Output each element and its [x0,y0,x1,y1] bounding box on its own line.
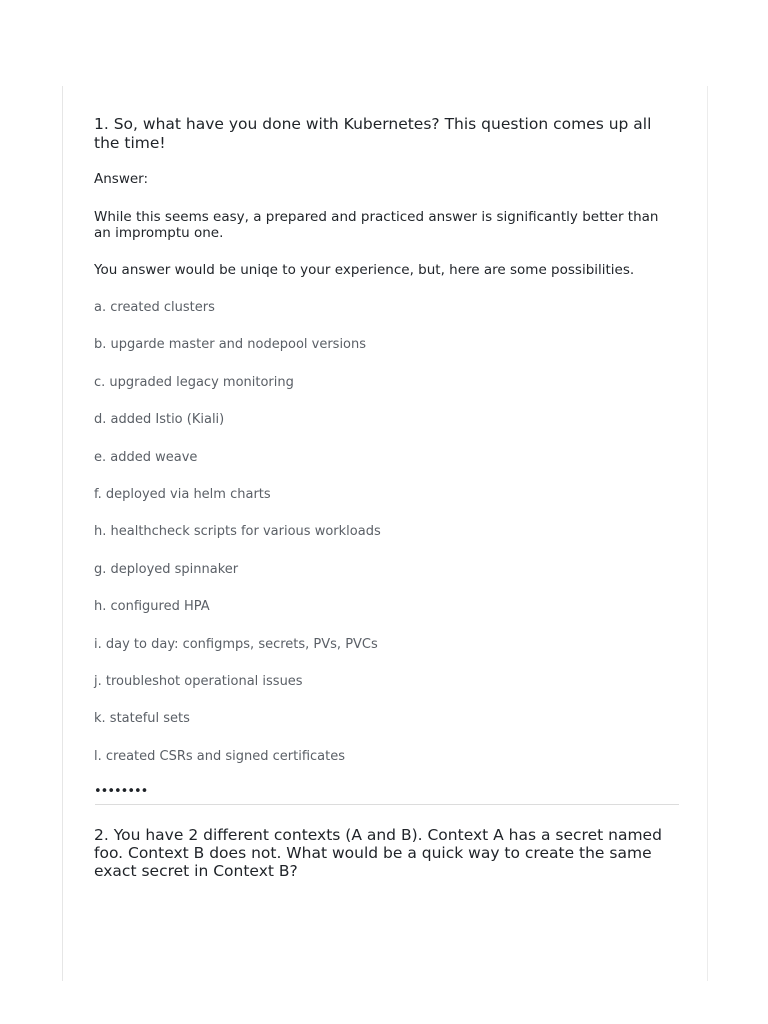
answer-label: Answer: [94,171,149,187]
list-item: j. troubleshot operational issues [94,673,303,689]
list-item: l. created CSRs and signed certificates [94,748,346,764]
list-item: i. day to day: configmps, secrets, PVs, PVCs [94,636,378,652]
list-item: a. created clusters [94,300,215,315]
question-1-title: 1. So, what have you done with Kubernetes? This question comes up all the time! [94,115,652,152]
list-item: h. configured HPA [94,599,210,615]
question-2-title: 2. You have 2 different contexts (A and B). Context A has a secret named foo. Context B does not. What would be a quick way to create the same exact secret in Context B? [94,826,662,881]
list-item: g. deployed spinnaker [94,561,239,577]
list-item: b. upgarde master and nodepool versions [94,337,367,353]
answer-lead: You answer would be uniqe to your experience, but, here are some possibilities. [94,262,635,278]
document-page [62,86,708,981]
list-item: e. added weave [94,449,198,465]
list-item: d. added Istio (Kiali) [94,412,225,428]
document-content [94,115,679,880]
list-item: k. stateful sets [94,711,190,727]
list-item: f. deployed via helm charts [94,486,271,502]
list-item: h. healthcheck scripts for various workloads [94,524,381,540]
answer-intro: While this seems easy, a prepared and practiced answer is significantly better than an impromptu one. [94,209,659,241]
possibilities-list [94,299,679,765]
separator-dots: •••••••• [94,784,148,800]
list-item: c. upgraded legacy monitoring [94,374,294,390]
section-divider [95,804,679,805]
